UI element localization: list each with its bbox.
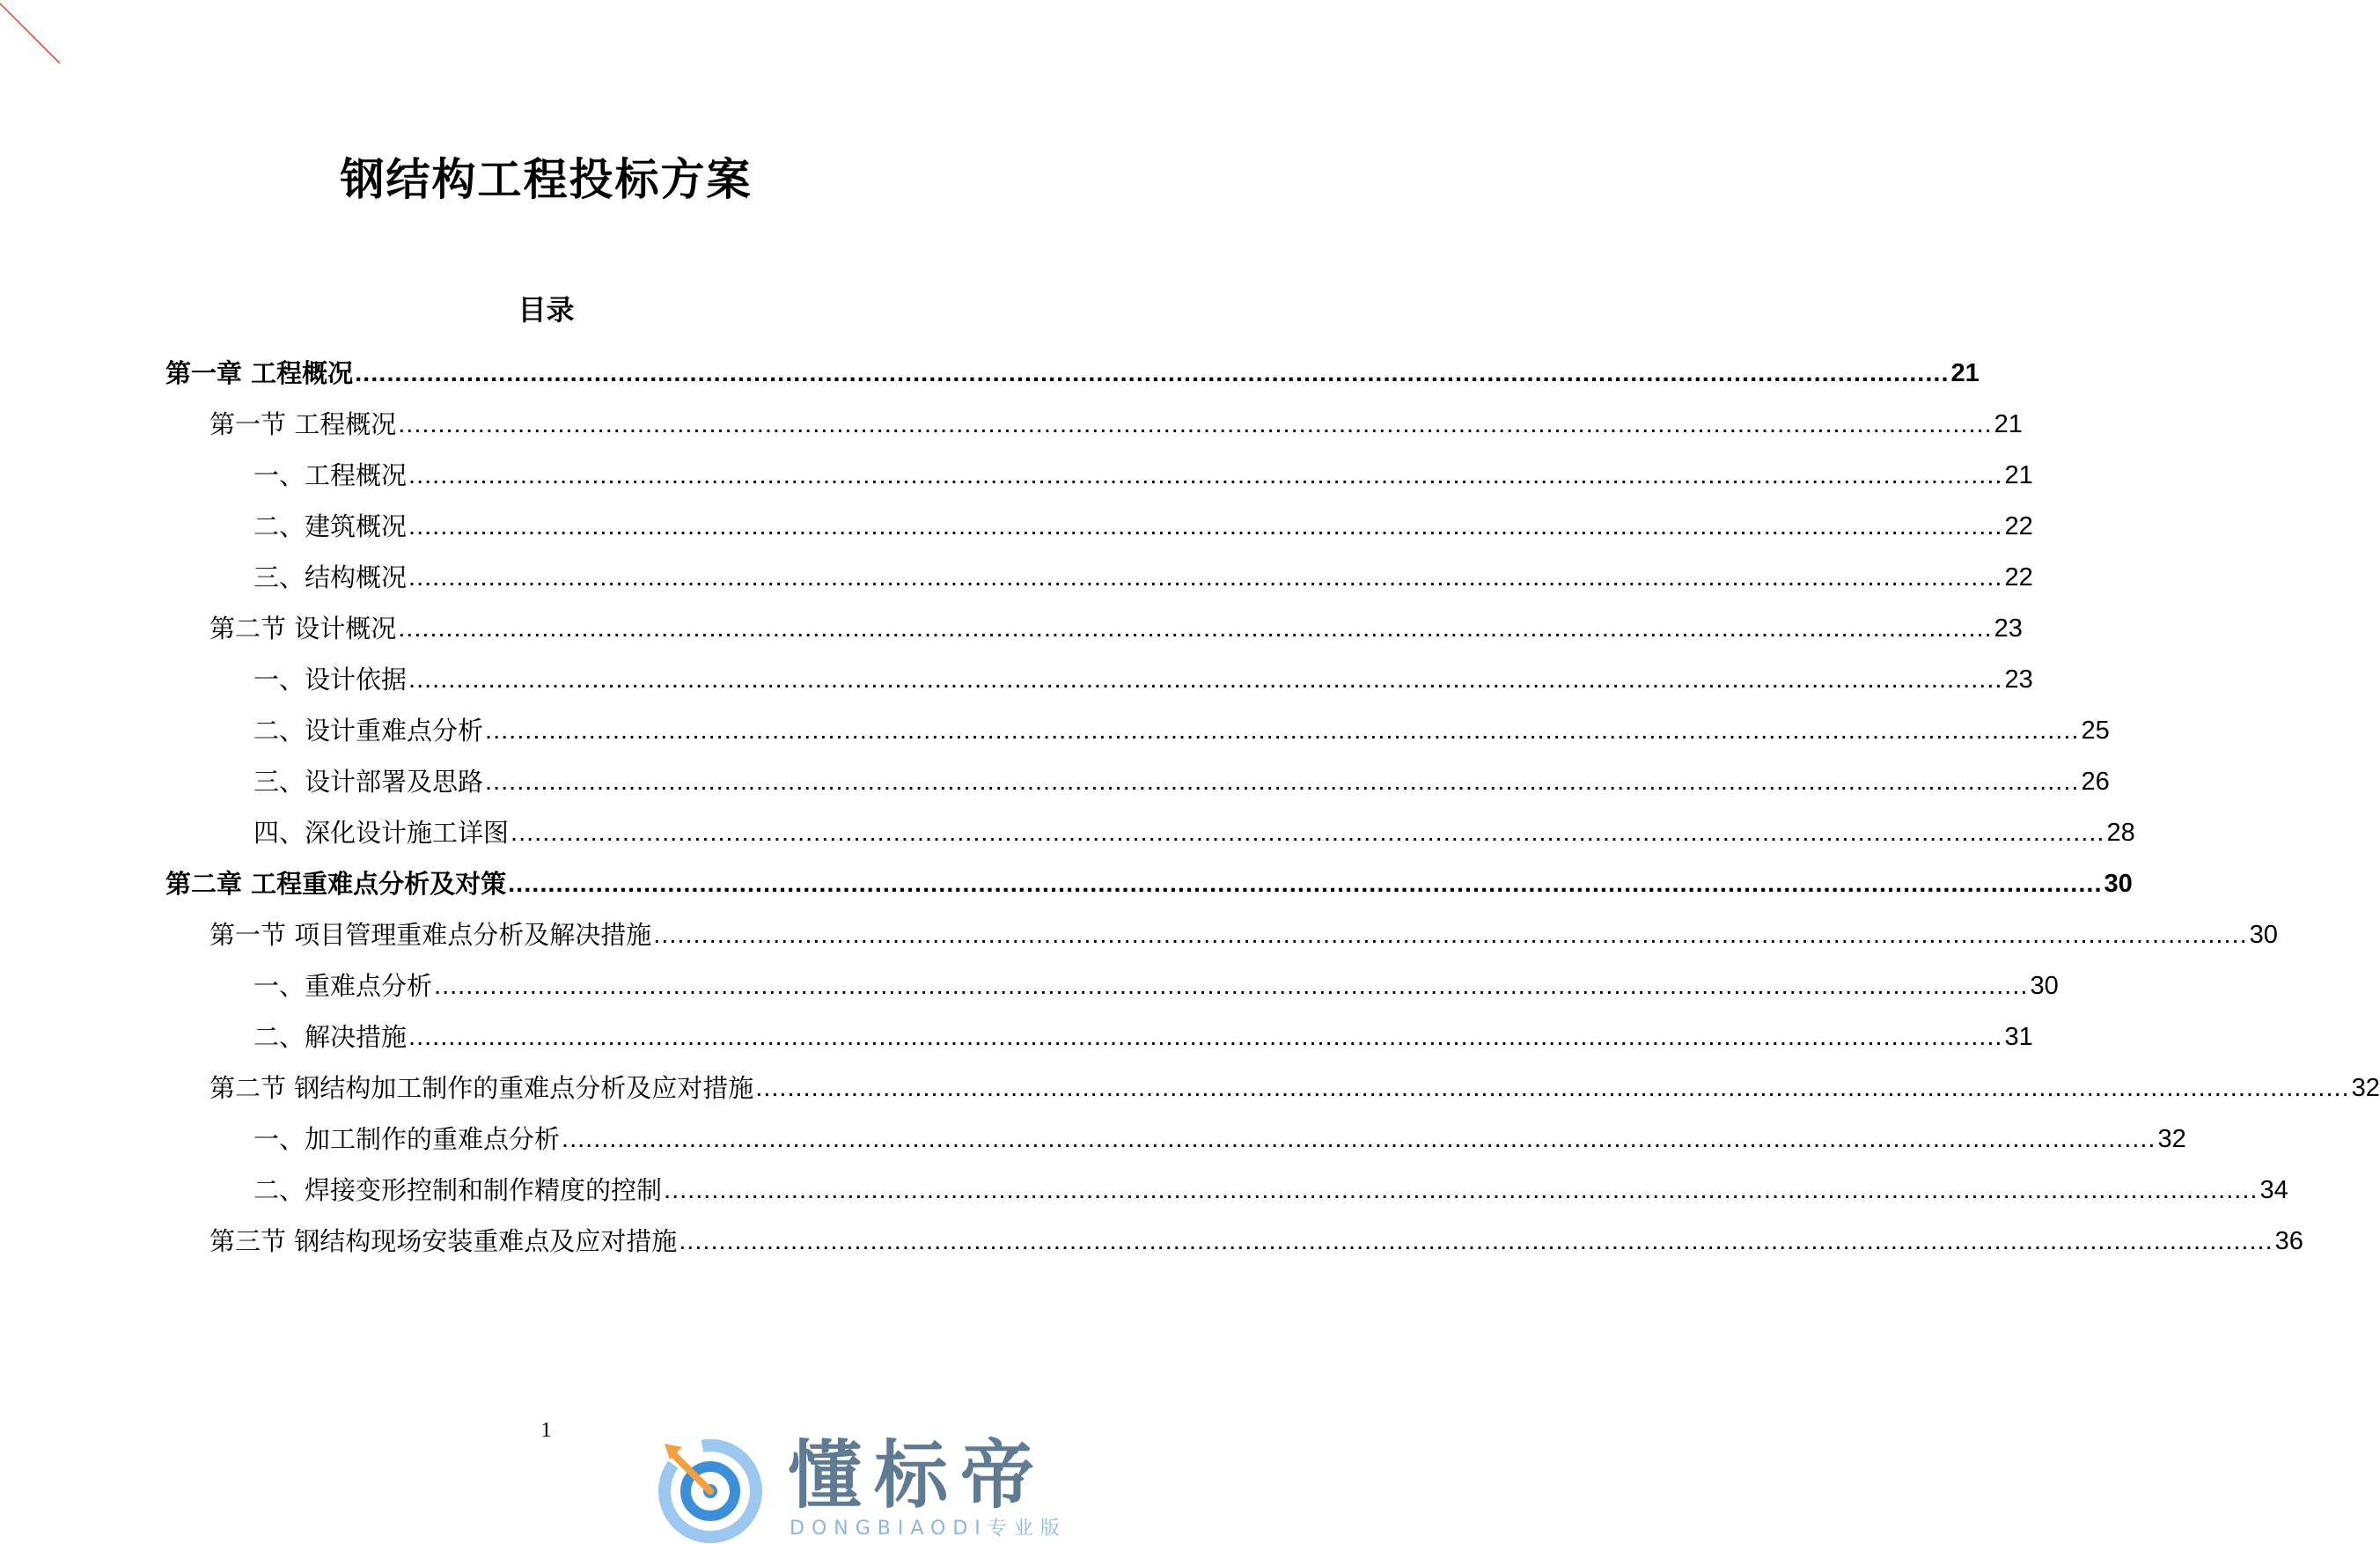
toc-leader-dots: ........................................................................................................................................................................................................ <box>408 665 2003 694</box>
toc-entry-label: 一、重难点分析 <box>253 971 433 1001</box>
watermark <box>656 1431 1078 1544</box>
toc-leader-dots: ........................................................................................................................................................................................................ <box>679 1227 2273 1255</box>
toc-heading: 目录 <box>518 293 575 327</box>
toc-entry[interactable] <box>165 857 2133 901</box>
toc-entry[interactable] <box>253 704 2110 748</box>
toc-entry[interactable] <box>253 551 2033 595</box>
toc-leader-dots: ........................................................................................................................................................................................................ <box>653 921 2248 949</box>
toc-leader-dots: ........................................................................................................................................................................................................ <box>355 359 1950 387</box>
toc-entry[interactable] <box>253 1113 2186 1157</box>
toc-leader-dots: ........................................................................................................................................................................................................ <box>408 1023 2003 1051</box>
toc-leader-dots: ........................................................................................................................................................................................................ <box>485 768 2080 796</box>
toc-leader-dots: ........................................................................................................................................................................................................ <box>434 972 2029 1000</box>
toc-entry-label: 第三节 钢结构现场安装重难点及应对措施 <box>209 1226 678 1256</box>
toc-entry-page: 31 <box>2004 1023 2033 1051</box>
toc-entry-page: 22 <box>2004 512 2033 540</box>
toc-entry[interactable] <box>253 806 2135 850</box>
toc-leader-dots: ........................................................................................................................................................................................................ <box>664 1176 2259 1204</box>
toc-entry[interactable] <box>209 1062 2380 1106</box>
toc-leader-dots: ........................................................................................................................................................................................................ <box>511 819 2105 847</box>
toc-entry-page: 28 <box>2106 819 2135 847</box>
toc-entry-page: 21 <box>1950 359 1980 387</box>
toc-entry[interactable] <box>253 449 2033 493</box>
toc-entry-page: 30 <box>2104 870 2133 898</box>
toc-entry-page: 36 <box>2274 1227 2303 1255</box>
toc-entry[interactable] <box>253 959 2059 1004</box>
toc-entry[interactable] <box>165 347 1980 391</box>
toc-entry-label: 一、工程概况 <box>253 460 408 490</box>
toc-entry[interactable] <box>209 398 2023 442</box>
toc-leader-dots: ........................................................................................................................................................................................................ <box>408 461 2003 489</box>
toc-entry-page: 30 <box>2249 921 2278 949</box>
toc-leader-dots: ........................................................................................................................................................................................................ <box>398 410 1993 438</box>
toc-entry-label: 一、设计依据 <box>253 665 408 695</box>
toc-entry-label: 第二节 设计概况 <box>209 614 397 643</box>
watermark-subtitle: DONGBIAODI专业版 <box>790 1518 1067 1540</box>
toc-entry-page: 25 <box>2081 717 2110 745</box>
watermark-brand: 懂标帝 <box>788 1432 1047 1518</box>
toc-entry-label: 二、设计重难点分析 <box>253 716 484 746</box>
toc-entry[interactable] <box>209 908 2278 952</box>
toc-leader-dots: ........................................................................................................................................................................................................ <box>755 1074 2350 1102</box>
toc-entry-label: 第二章 工程重难点分析及对策 <box>165 869 507 899</box>
corner-crop-mark <box>0 0 70 70</box>
toc-entry-page: 23 <box>1994 614 2023 643</box>
target-logo-icon <box>656 1431 768 1544</box>
toc-entry-label: 第一节 项目管理重难点分析及解决措施 <box>209 920 652 950</box>
toc-entry[interactable] <box>253 1164 2288 1208</box>
document-title: 钢结构工程投标方案 <box>340 154 753 205</box>
toc-leader-dots: ........................................................................................................................................................................................................ <box>408 563 2003 592</box>
toc-leader-dots: ........................................................................................................................................................................................................ <box>562 1125 2156 1153</box>
toc-entry-label: 四、深化设计施工详图 <box>253 818 510 848</box>
toc-entry-page: 30 <box>2030 972 2059 1000</box>
toc-leader-dots: ........................................................................................................................................................................................................ <box>408 512 2003 540</box>
toc-entry-page: 32 <box>2157 1125 2186 1153</box>
toc-entry-label: 二、建筑概况 <box>253 511 408 541</box>
toc-entry-label: 二、焊接变形控制和制作精度的控制 <box>253 1175 663 1205</box>
toc-entry-page: 21 <box>1994 410 2023 438</box>
toc-entry-page: 32 <box>2351 1074 2380 1102</box>
toc-entry-page: 34 <box>2259 1176 2288 1204</box>
toc-entry[interactable] <box>209 602 2023 646</box>
toc-entry[interactable] <box>253 500 2033 544</box>
toc-entry-label: 第二节 钢结构加工制作的重难点分析及应对措施 <box>209 1073 754 1103</box>
toc-leader-dots: ........................................................................................................................................................................................................ <box>508 870 2103 898</box>
toc-entry-label: 二、解决措施 <box>253 1022 408 1052</box>
toc-entry-label: 第一章 工程概况 <box>165 358 354 388</box>
toc-entry-label: 一、加工制作的重难点分析 <box>253 1124 561 1154</box>
toc-entry[interactable] <box>253 653 2033 697</box>
toc-entry-label: 三、结构概况 <box>253 562 408 592</box>
toc-entry-page: 21 <box>2004 461 2033 489</box>
toc-leader-dots: ........................................................................................................................................................................................................ <box>485 717 2080 745</box>
toc-entry-page: 23 <box>2004 665 2033 694</box>
toc-entry[interactable] <box>253 1011 2033 1055</box>
toc-entry[interactable] <box>253 755 2110 799</box>
page-number: 1 <box>540 1419 552 1442</box>
toc-leader-dots: ........................................................................................................................................................................................................ <box>398 614 1993 643</box>
toc-entry-label: 第一节 工程概况 <box>209 409 397 439</box>
toc-entry[interactable] <box>209 1215 2303 1259</box>
toc-entry-label: 三、设计部署及思路 <box>253 767 484 797</box>
toc-entry-page: 22 <box>2004 563 2033 592</box>
toc-entry-page: 26 <box>2081 768 2110 796</box>
